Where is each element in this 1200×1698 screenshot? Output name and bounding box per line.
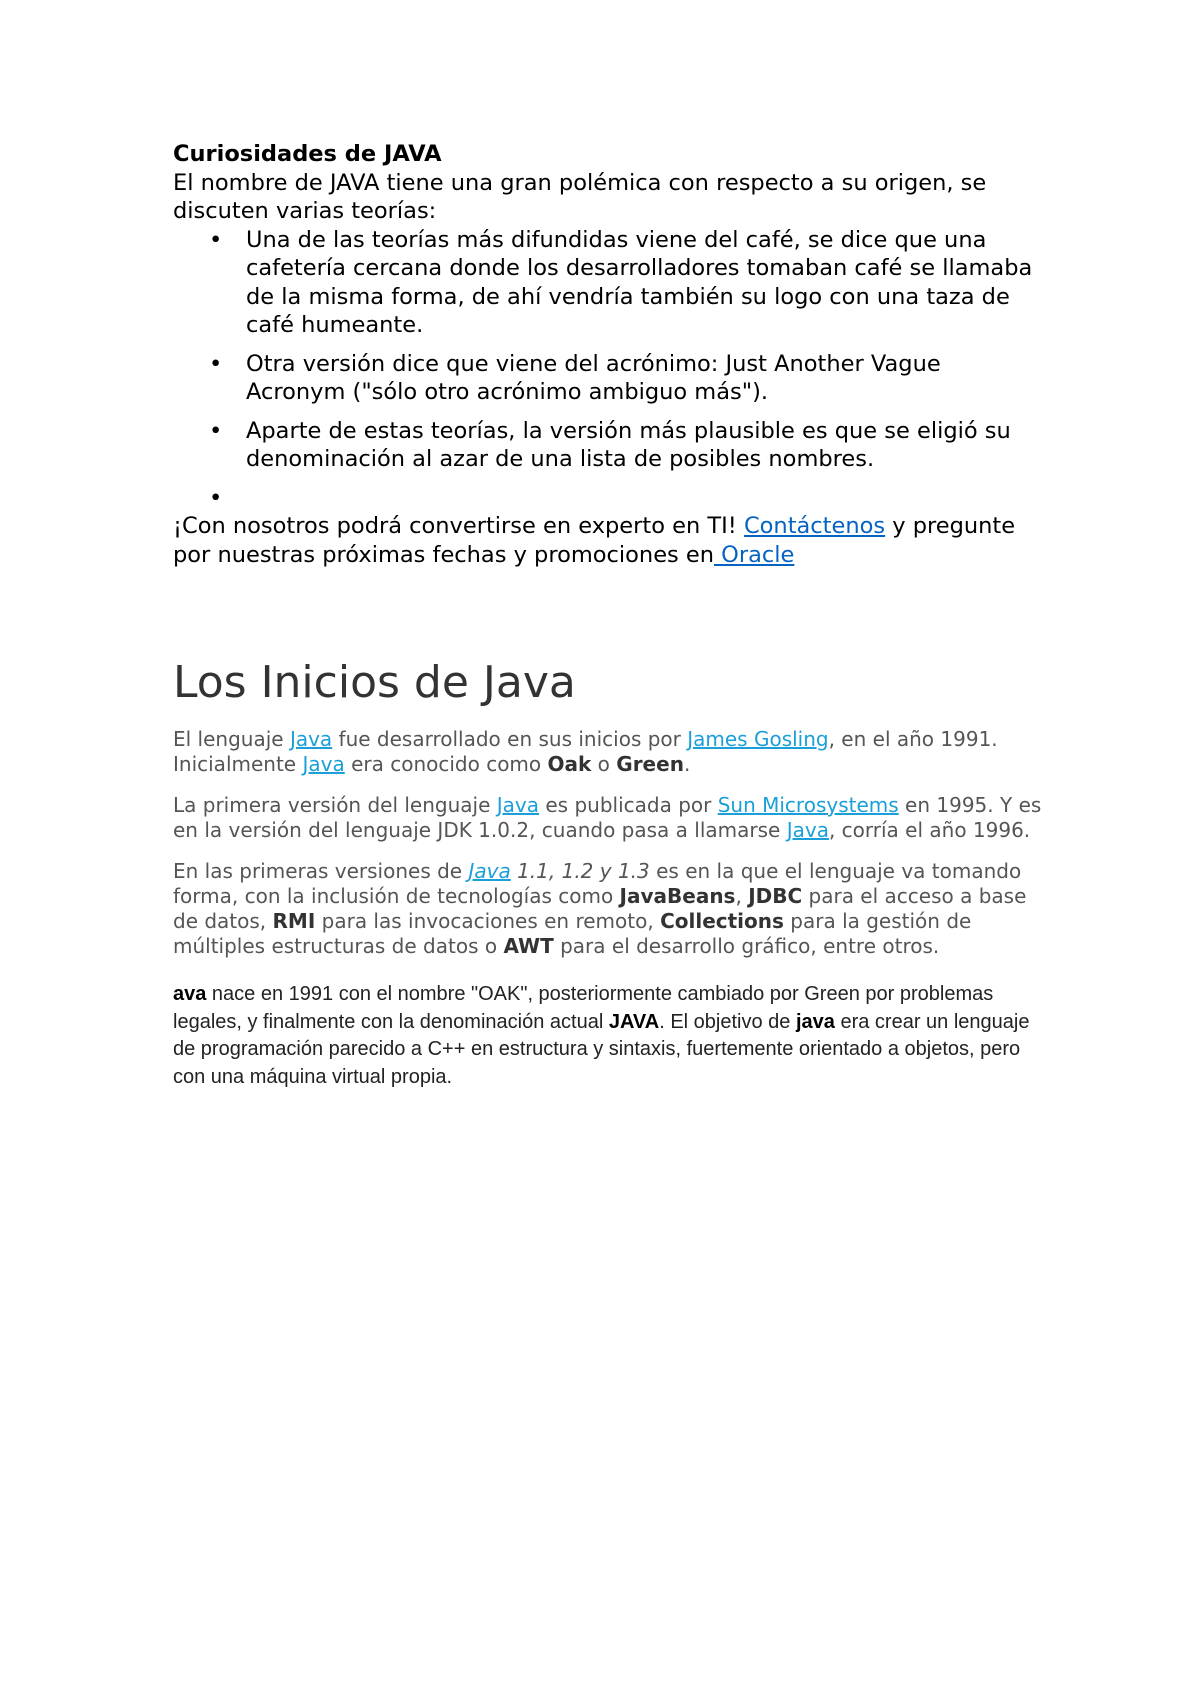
promo-text: y pregunte por nuestras próximas fechas y promociones en [173, 513, 1016, 568]
text-run: para el acceso a base de datos, [173, 884, 1027, 933]
bullet-icon: • [209, 350, 223, 377]
list-item [173, 226, 1043, 340]
text-run: en 1995. Y es en la versión del lenguaje JDK 1.0.2, cuando pasa a llamarse [173, 793, 1042, 842]
inicios-section [173, 727, 1043, 959]
inicios-paragraph-1 [173, 727, 1043, 777]
list-item [173, 417, 1043, 474]
inicios-paragraph-3 [173, 859, 1043, 959]
bold-term: JAVA [608, 1010, 660, 1033]
inicios-paragraph-2 [173, 793, 1043, 843]
list-item-text: Una de las teorías más difundidas viene del café, se dice que una cafetería cercana donde los desarrolladores tomaban café se llamaba de la misma forma, de ahí vendría también su logo con una taza de café humeante. [246, 226, 1033, 338]
empty-list-item [173, 484, 1043, 513]
sun-microsystems-link[interactable]: Sun Microsystems [717, 793, 899, 817]
bold-term: java [795, 1010, 835, 1033]
bold-term: JDBC [748, 884, 803, 908]
list-item [173, 350, 1043, 407]
text-run: es en la que el lenguaje va tomando forma, con la inclusión de tecnologías como [173, 859, 1022, 908]
text-run: para el desarrollo gráfico, entre otros. [553, 934, 940, 958]
text-run: nace en 1991 con el nombre "OAK", posteriormente cambiado por Green por problemas legales, y finalmente con la denominación actual [173, 983, 994, 1033]
java-link[interactable]: Java [786, 818, 829, 842]
inicios-heading: Los Inicios de Java [173, 657, 576, 708]
bullet-icon: • [209, 484, 223, 511]
java-link[interactable]: Java [496, 793, 540, 817]
text-run: era conocido como [344, 752, 548, 776]
bold-term: RMI [272, 909, 316, 933]
text-run: . El objetivo de [659, 1010, 796, 1033]
text-run: , en el año 1991. Inicialmente [173, 727, 998, 776]
bold-term: Oak [547, 752, 592, 776]
theories-list [173, 226, 1043, 513]
bold-term: Collections [660, 909, 784, 933]
text-run: era crear un lenguaje de programación parecido a C++ en estructura y sintaxis, fuertemente orientado a objetos, pero con una máquina virtual propia. [173, 1010, 1030, 1088]
document-page [173, 140, 1043, 1091]
text-run: La primera versión del lenguaje [173, 793, 497, 817]
text-run: , [735, 884, 749, 908]
text-run: En las primeras versiones de [173, 859, 469, 883]
text-run: , corría el año 1996. [828, 818, 1031, 842]
bold-term: ava [173, 983, 207, 1005]
curiosidades-title: Curiosidades de JAVA [173, 141, 442, 167]
origen-section [173, 981, 1043, 1091]
bullet-icon: • [209, 417, 223, 444]
text-run: El lenguaje [173, 727, 290, 751]
text-run: para las invocaciones en remoto, [315, 909, 661, 933]
text-run: . [683, 752, 691, 776]
curiosidades-section [173, 140, 1043, 569]
origen-paragraph [173, 981, 1043, 1091]
promo-text: ¡Con nosotros podrá convertirse en experto en TI! [173, 513, 744, 539]
java-link[interactable]: Java [468, 859, 511, 883]
text-run: fue desarrollado en sus inicios por [332, 727, 688, 751]
text-run: o [591, 752, 617, 776]
java-link[interactable]: Java [289, 727, 333, 751]
list-item-text: Aparte de estas teorías, la versión más plausible es que se eligió su denominación al azar de una lista de posibles nombres. [246, 417, 1011, 472]
bold-term: Green [616, 752, 684, 776]
oracle-link[interactable]: Oracle [714, 541, 795, 568]
curiosidades-intro: El nombre de JAVA tiene una gran polémica con respecto a su origen, se discuten varias teorías: [173, 169, 987, 224]
java-link[interactable]: Java [302, 752, 345, 776]
bold-term: AWT [503, 934, 554, 958]
bold-term: JavaBeans [619, 884, 736, 908]
text-run: para la gestión de múltiples estructuras de datos o [173, 909, 972, 958]
promo-paragraph [173, 512, 1043, 569]
italic-versions: 1.1, 1.2 y 1.3 [510, 859, 650, 883]
bullet-icon: • [209, 226, 223, 253]
contact-link[interactable]: Contáctenos [743, 513, 886, 539]
james-gosling-link[interactable]: James Gosling [687, 727, 829, 751]
text-run: es publicada por [539, 793, 718, 817]
list-item-text: Otra versión dice que viene del acrónimo: Just Another Vague Acronym ("sólo otro acrónimo ambiguo más"). [246, 350, 941, 405]
